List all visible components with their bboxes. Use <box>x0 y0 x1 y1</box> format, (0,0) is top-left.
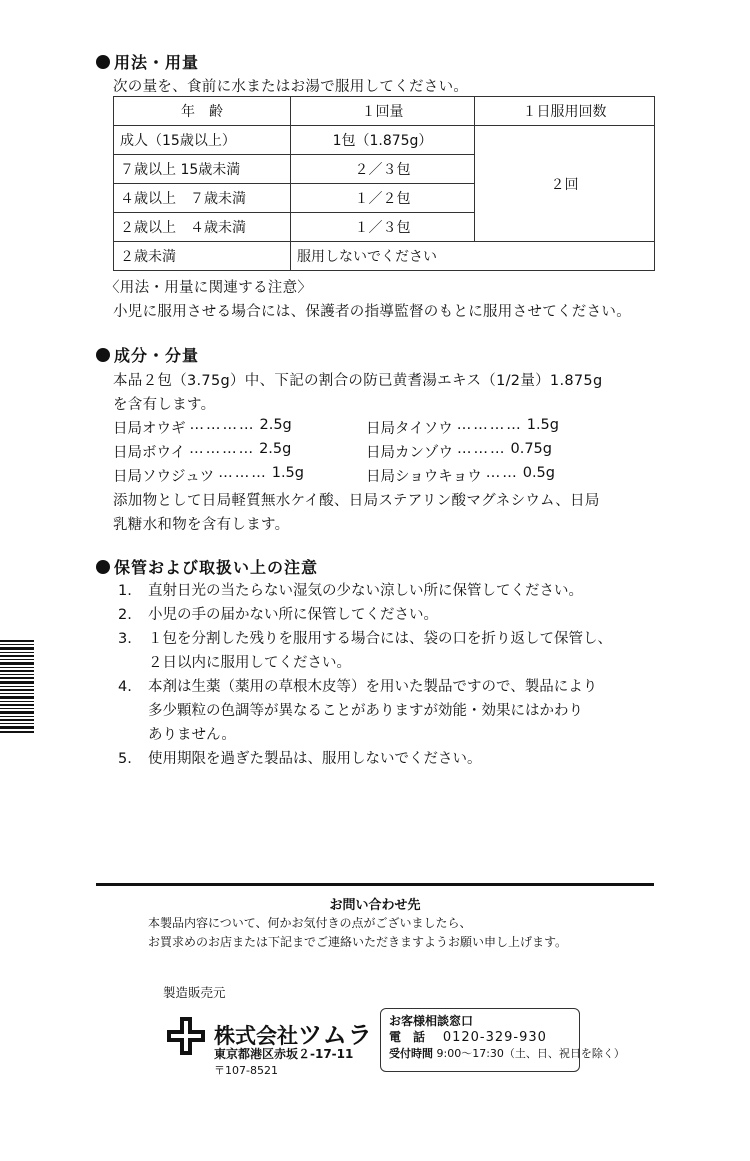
table-header-row <box>114 97 655 126</box>
box-title: お客様相談窓口 <box>389 1014 474 1028</box>
additives-line2: 乳糖水和物を含有します。 <box>113 517 290 533</box>
leader-dots: ………… <box>189 417 256 433</box>
ingredient-amount: 1.5g <box>526 417 559 433</box>
item-text: 小児の手の届かない所に保管してください。 <box>148 607 438 623</box>
amount-cell: ２／３包 <box>291 155 475 184</box>
bullet-icon <box>96 560 110 574</box>
age-cell: ４歳以上 ７歳未満 <box>114 184 291 213</box>
ingredient-name: 日局ショウキョウ <box>366 469 482 485</box>
dosage-intro: 次の量を、食前に水またはお湯で服用してください。 <box>113 79 469 95</box>
related-notes-text: 小児に服用させる場合には、保護者の指導監督のもとに服用させてください。 <box>113 304 631 320</box>
table-row <box>114 242 655 271</box>
dosage-heading <box>96 50 199 73</box>
item-text: 使用期限を過ぎた製品は、服用しないでください。 <box>148 751 482 767</box>
age-cell: ２歳未満 <box>114 242 291 271</box>
contact-text-line1: 本製品内容について、何かお気付きの点がございましたら、 <box>148 916 472 930</box>
leader-dots: …… <box>485 465 519 481</box>
ingredient-amount: 0.75g <box>510 441 552 457</box>
ingredients-heading-text: 成分・分量 <box>114 346 200 365</box>
item-number: 5. <box>118 751 132 767</box>
dosage-heading-text: 用法・用量 <box>114 53 200 72</box>
item-number: 1. <box>118 583 132 599</box>
ingredient-amount: 1.5g <box>271 465 304 481</box>
ingredients-intro-line2: を含有します。 <box>113 397 216 413</box>
section-divider <box>96 883 654 886</box>
item-number: 4. <box>118 679 132 695</box>
hours-value: 9:00〜17:30（土、日、祝日を除く） <box>436 1047 625 1060</box>
company-brand: ツムラ <box>298 1021 373 1049</box>
amount-cell: 1包（1.875g） <box>291 126 475 155</box>
item-number: 3. <box>118 631 132 647</box>
dosage-table <box>113 96 655 271</box>
bullet-icon <box>96 348 110 362</box>
leader-dots: ………… <box>456 417 523 433</box>
storage-heading-text: 保管および取扱い上の注意 <box>114 558 319 577</box>
storage-item <box>118 627 612 648</box>
ingredient-item <box>366 465 555 486</box>
storage-heading <box>96 555 318 578</box>
table-header: １日服用回数 <box>475 97 655 126</box>
storage-item-continued: 多少顆粒の色調等が異なることがありますが効能・効果にはかわり <box>148 703 583 719</box>
leader-dots: ………… <box>189 441 256 457</box>
item-text: 本剤は生薬（薬用の草根木皮等）を用いた製品ですので、製品により <box>148 679 598 695</box>
ingredient-item <box>366 417 559 438</box>
company-prefix: 株式会社 <box>214 1024 298 1048</box>
company-zip: 〒107-8521 <box>214 1064 278 1077</box>
storage-item <box>118 579 583 600</box>
ingredient-item <box>113 441 291 462</box>
related-notes-title: 〈用法・用量に関連する注意〉 <box>105 280 313 296</box>
customer-service-box <box>380 1008 625 1072</box>
times-cell: ２回 <box>475 126 655 242</box>
ingredient-amount: 2.5g <box>259 417 292 433</box>
storage-item-continued: ありません。 <box>148 727 236 743</box>
table-header: 年 齢 <box>114 97 291 126</box>
phone-row <box>389 1029 571 1046</box>
ingredient-name: 日局オウギ <box>113 421 186 437</box>
ingredients-heading <box>96 343 199 366</box>
maker-label: 製造販売元 <box>163 985 226 1000</box>
ingredient-name: 日局ソウジュツ <box>113 469 215 485</box>
amount-cell: 服用しないでください <box>291 242 655 271</box>
table-header: １回量 <box>291 97 475 126</box>
storage-item <box>118 747 482 768</box>
contact-title: お問い合わせ先 <box>329 898 421 913</box>
company-address: 東京都港区赤坂２-17-11 <box>214 1047 354 1061</box>
ingredient-item <box>113 465 304 486</box>
barcode <box>0 640 34 735</box>
ingredient-item <box>113 417 292 438</box>
additives-line1: 添加物として日局軽質無水ケイ酸、日局ステアリン酸マグネシウム、日局 <box>113 493 600 509</box>
age-cell: ７歳以上 15歳未満 <box>114 155 291 184</box>
item-text: 直射日光の当たらない湿気の少ない涼しい所に保管してください。 <box>148 583 583 599</box>
leader-dots: ……… <box>457 441 507 457</box>
leader-dots: ……… <box>218 465 268 481</box>
age-cell: 成人（15歳以上） <box>114 126 291 155</box>
item-number: 2. <box>118 607 132 623</box>
hours-row <box>389 1046 625 1062</box>
hours-label: 受付時間 <box>389 1047 433 1060</box>
ingredients-intro-line1: 本品２包（3.75g）中、下記の割合の防已黄耆湯エキス（1/2量）1.875g <box>113 373 603 389</box>
amount-cell: １／３包 <box>291 213 475 242</box>
phone-label: 電 話 <box>389 1030 426 1044</box>
storage-item <box>118 603 438 624</box>
bullet-icon <box>96 55 110 69</box>
storage-item-continued: ２日以内に服用してください。 <box>148 655 351 671</box>
ingredient-name: 日局カンゾウ <box>366 445 453 461</box>
contact-text-line2: お買求めのお店または下記までご連絡いただきますようお願い申し上げます。 <box>148 935 568 949</box>
item-text: １包を分割した残りを服用する場合には、袋の口を折り返して保管し、 <box>148 631 612 647</box>
age-cell: ２歳以上 ４歳未満 <box>114 213 291 242</box>
ingredient-name: 日局タイソウ <box>366 421 453 437</box>
ingredient-item <box>366 441 552 462</box>
ingredient-name: 日局ボウイ <box>113 445 186 461</box>
table-row <box>114 126 655 155</box>
ingredient-amount: 0.5g <box>522 465 555 481</box>
tsumura-logo-icon <box>167 1017 205 1055</box>
amount-cell: １／２包 <box>291 184 475 213</box>
ingredient-amount: 2.5g <box>259 441 292 457</box>
storage-item <box>118 675 597 696</box>
phone-number[interactable]: 0120-329-930 <box>442 1030 547 1045</box>
